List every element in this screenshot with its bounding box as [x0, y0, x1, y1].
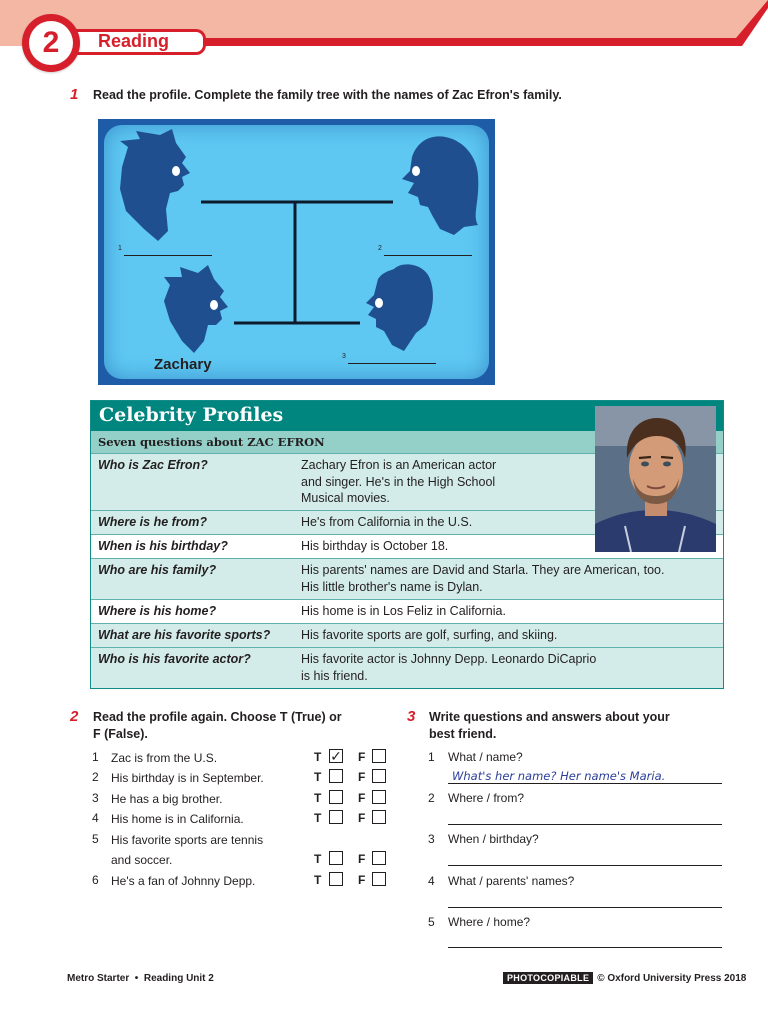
profile-question: Where is he from?: [98, 515, 208, 529]
prompt-text: What / name?: [448, 750, 523, 764]
blank-3-number: 3: [342, 353, 346, 360]
photocopiable-badge: PHOTOCOPIABLE: [503, 972, 593, 984]
unit-number: 2: [29, 21, 73, 65]
father-silhouette-icon: [120, 129, 190, 241]
false-checkbox[interactable]: [372, 749, 386, 763]
profile-question: Who are his family?: [98, 563, 217, 577]
true-label: T: [314, 750, 322, 764]
family-tree-diagram: [98, 119, 495, 385]
true-checkbox[interactable]: [329, 851, 343, 865]
exercise-3-instruction-line-1: Write questions and answers about your: [429, 710, 670, 724]
exercise-1-instruction: Read the profile. Complete the family tree with the names of Zac Efron's family.: [93, 88, 562, 102]
false-label: F: [358, 873, 366, 887]
profile-answer: His birthday is October 18.: [301, 539, 449, 553]
blank-1-field[interactable]: [124, 255, 212, 256]
true-checkbox[interactable]: [329, 790, 343, 804]
profile-row: [91, 647, 723, 688]
tf-item-number: 1: [92, 750, 99, 764]
profile-row: [91, 623, 723, 647]
mother-silhouette-icon: [402, 136, 478, 235]
celebrity-photo: [595, 406, 716, 552]
tf-item-text: His favorite sports are tennis: [111, 833, 264, 847]
profile-question: When is his birthday?: [98, 539, 228, 553]
footer-copyright: [503, 972, 746, 984]
profile-question: Who is his favorite actor?: [98, 652, 251, 666]
exercise-2-instruction-line-2: F (False).: [93, 727, 148, 741]
tf-item-number: 6: [92, 873, 99, 887]
tf-item-text: He's a fan of Johnny Depp.: [111, 874, 256, 888]
profile-answer: His home is in Los Feliz in California.: [301, 604, 506, 618]
false-checkbox[interactable]: [372, 851, 386, 865]
profile-answer: Zachary Efron is an American actor and singer. He's in the High School Musical movies.: [301, 458, 497, 505]
true-label: T: [314, 770, 322, 784]
copyright-text: © Oxford University Press 2018: [597, 972, 747, 984]
answer-line-1[interactable]: [448, 783, 722, 784]
profile-row: [91, 558, 723, 599]
tf-item-number: 3: [92, 791, 99, 805]
prompt-text: What / parents' names?: [448, 874, 575, 888]
answer-line-2[interactable]: [448, 824, 722, 825]
true-label: T: [314, 811, 322, 825]
tf-item-text: His birthday is in September.: [111, 771, 264, 785]
answer-line-5[interactable]: [448, 947, 722, 948]
exercise-3-instruction-line-2: best friend.: [429, 727, 497, 741]
section-title: Reading: [98, 31, 170, 51]
unit-number-badge: [22, 14, 80, 72]
false-checkbox[interactable]: [372, 872, 386, 886]
true-label: T: [314, 873, 322, 887]
prompt-number: 3: [428, 832, 435, 846]
profile-answer: His favorite sports are golf, surfing, and skiing.: [301, 628, 558, 642]
zachary-label: Zachary: [154, 356, 212, 373]
profile-answer: He's from California in the U.S.: [301, 515, 473, 529]
false-checkbox[interactable]: [372, 769, 386, 783]
tf-item-number: 5: [92, 832, 99, 846]
false-label: F: [358, 770, 366, 784]
blank-3-field[interactable]: [348, 363, 436, 364]
prompt-text: Where / home?: [448, 915, 531, 929]
true-label: T: [314, 791, 322, 805]
family-tree: [98, 119, 495, 385]
true-checkbox[interactable]: [329, 810, 343, 824]
profile-answer: His parents' names are David and Starla. They are American, too. His little brother's name is Dylan.: [301, 563, 665, 594]
zachary-silhouette-icon: [164, 265, 228, 353]
tf-item-text-continued: and soccer.: [111, 853, 173, 867]
portrait-illustration: [595, 406, 716, 552]
true-checkbox[interactable]: [329, 769, 343, 783]
false-label: F: [358, 852, 366, 866]
profile-answer: His favorite actor is Johnny Depp. Leonardo DiCaprio is his friend.: [301, 652, 597, 683]
true-label: T: [314, 852, 322, 866]
tf-item-text: He has a big brother.: [111, 792, 223, 806]
false-label: F: [358, 811, 366, 825]
prompt-number: 4: [428, 874, 435, 888]
profile-question: Who is Zac Efron?: [98, 458, 208, 472]
tf-item-number: 4: [92, 811, 99, 825]
brother-silhouette-icon: [366, 264, 433, 351]
prompt-text: When / birthday?: [448, 832, 539, 846]
prompt-text: Where / from?: [448, 791, 525, 805]
exercise-3-number: 3: [407, 708, 416, 725]
answer-line-4[interactable]: [448, 907, 722, 908]
blank-2-number: 2: [378, 245, 382, 252]
profile-row: [91, 599, 723, 623]
tf-item-text: His home is in California.: [111, 812, 244, 826]
blank-1-number: 1: [118, 245, 122, 252]
answer-line-3[interactable]: [448, 865, 722, 866]
prompt-number: 1: [428, 750, 435, 764]
footer-book-info: Metro Starter • Reading Unit 2: [67, 973, 214, 984]
false-checkbox[interactable]: [372, 810, 386, 824]
false-label: F: [358, 791, 366, 805]
true-checkbox[interactable]: ✓: [330, 748, 342, 764]
exercise-2-instruction-line-1: Read the profile again. Choose T (True) or: [93, 710, 342, 724]
example-answer: What's her name? Her name's Maria.: [452, 769, 666, 783]
true-checkbox[interactable]: [329, 872, 343, 886]
profile-subtitle: Seven questions about ZAC EFRON: [98, 435, 325, 449]
false-checkbox[interactable]: [372, 790, 386, 804]
exercise-2-number: 2: [70, 708, 79, 725]
prompt-number: 2: [428, 791, 435, 805]
profile-question: Where is his home?: [98, 604, 217, 618]
profile-question: What are his favorite sports?: [98, 628, 271, 642]
false-label: F: [358, 750, 366, 764]
tf-item-number: 2: [92, 770, 99, 784]
prompt-number: 5: [428, 915, 435, 929]
blank-2-field[interactable]: [384, 255, 472, 256]
tf-item-text: Zac is from the U.S.: [111, 751, 218, 765]
exercise-1-number: 1: [70, 86, 79, 103]
profile-title: Celebrity Profiles: [99, 404, 284, 426]
